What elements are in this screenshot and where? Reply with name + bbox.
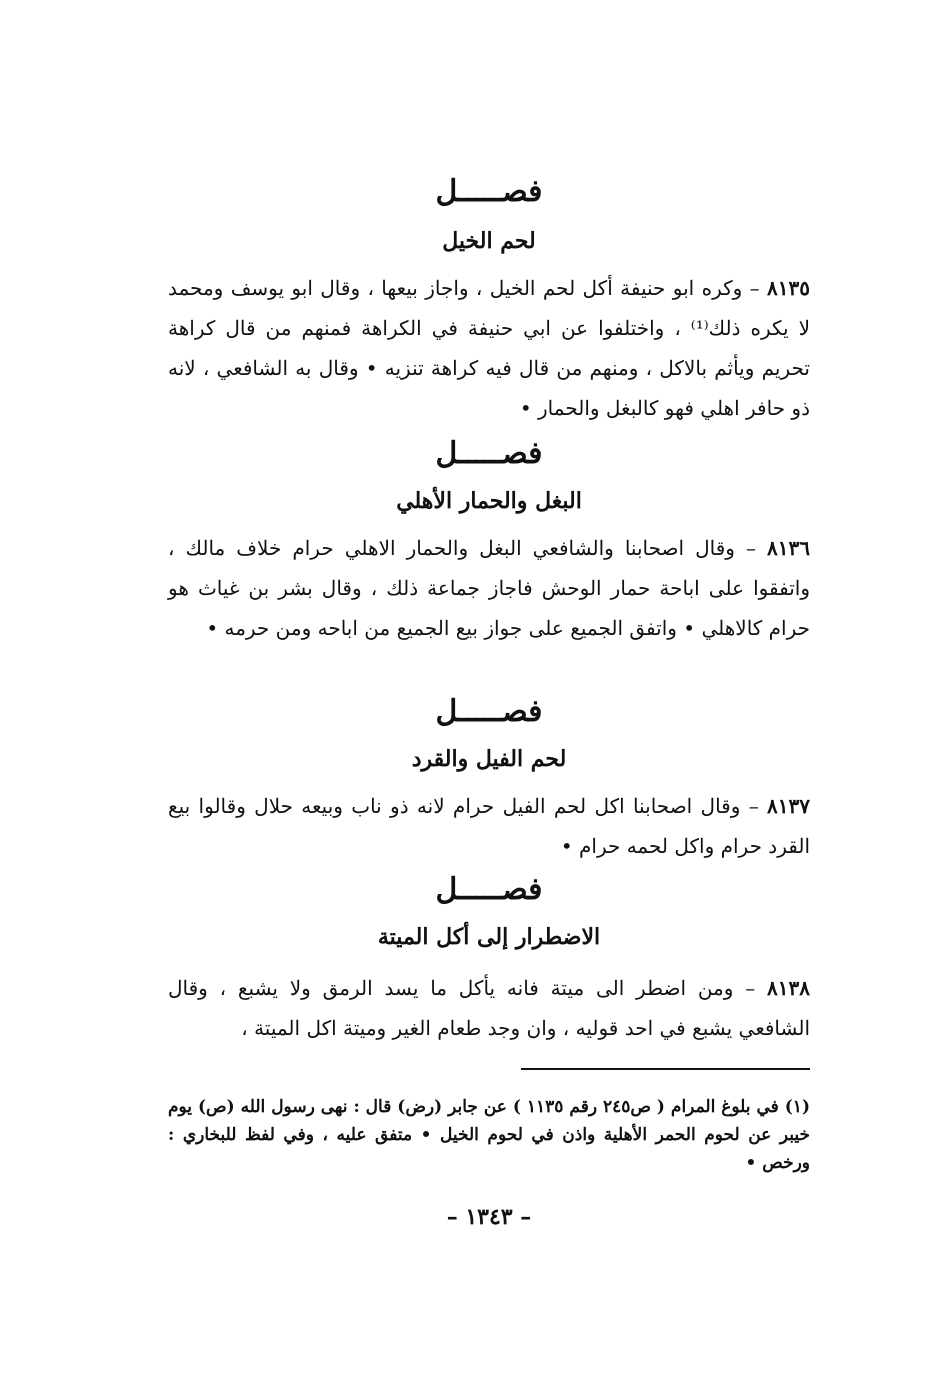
paragraph: ٨١٣٥ – وكره ابو حنيفة أكل لحم الخيل ، واجاز بيعها ، وقال ابو يوسف ومحمد لا يكره ذلك⁽¹⁾ ، واختلفوا عن ابي حنيفة في الكراهة فمنهم من قال كراهة تحريم ويأثم بالاكل ، ومنهم من قال فيه كراهة تنزيه • وقال به الشافعي ، لانه ذو حافر اهلي فهو كالبغل والحمار • (168, 276, 811, 420)
paragraph-text: ومن اضطر الى ميتة فانه يأكل ما يسد الرمق ولا يشبع ، وقال الشافعي يشبع في احد قوليه ، وان وجد طعام الغير وميتة اكل الميتة ، (168, 976, 810, 1040)
paragraph-text: وقال اصحابنا اكل لحم الفيل حرام لانه ذو ناب وبيعه حلال وقالوا بيع القرد حرام واكل لحمه حرام • (168, 794, 810, 858)
section-title: لحم الخيل (442, 228, 536, 254)
paragraph: ٨١٣٧ – وقال اصحابنا اكل لحم الفيل حرام لانه ذو ناب وبيعه حلال وقالوا بيع القرد حرام واكل لحمه حرام • (168, 794, 810, 858)
paragraph-number: ٨١٣٨ (767, 976, 810, 1000)
section-title: الاضطرار إلى أكل الميتة (377, 924, 601, 950)
section-heading: فصـــــل (435, 872, 543, 907)
section-heading: فصـــــل (435, 436, 543, 471)
paragraph: ٨١٣٦ – وقال اصحابنا والشافعي البغل والحمار الاهلي حرام خلاف مالك ، واتفقوا على اباحة حمار الوحش فاجاز جماعة ذلك ، وقال بشر بن غياث هو حرام كالاهلي • واتفق الجميع على جواز بيع الجميع من اباحه ومن حرمه • (168, 536, 810, 640)
section-title: لحم الفيل والقرد (411, 746, 567, 772)
paragraph-number: ٨١٣٥ (767, 276, 811, 300)
footnote (168, 1093, 810, 1177)
section-heading: فصـــــل (435, 694, 543, 729)
paragraph-text: وقال اصحابنا والشافعي البغل والحمار الاهلي حرام خلاف مالك ، واتفقوا على اباحة حمار الوحش فاجاز جماعة ذلك ، وقال بشر بن غياث هو حرام كالاهلي • واتفق الجميع على جواز بيع الجميع من اباحه ومن حرمه • (168, 536, 810, 640)
paragraph-text: وكره ابو حنيفة أكل لحم الخيل ، واجاز بيعها ، وقال ابو يوسف ومحمد لا يكره ذلك⁽¹⁾ ، واختلفوا عن ابي حنيفة في الكراهة فمنهم من قال كراهة تحريم ويأثم بالاكل ، ومنهم من قال فيه كراهة تنزيه • وقال به الشافعي ، لانه ذو حافر اهلي فهو كالبغل والحمار • (168, 276, 810, 420)
footnote-text: (١) في بلوغ المرام ( ص٢٤٥ رقم ١١٣٥ ) عن جابر (رض) قال : نهى رسول الله (ص) يوم خيبر عن لحوم الحمر الأهلية واذن في لحوم الخيل • متفق عليه ، وفي لفظ للبخاري : ورخص • (168, 1097, 810, 1173)
section-heading: فصـــــل (435, 174, 543, 209)
footnote-separator (521, 1068, 810, 1070)
paragraph-number: ٨١٣٧ (767, 794, 810, 818)
page-number: – ١٣٤٣ – (446, 1204, 532, 1230)
section-title: البغل والحمار الأهلي (396, 488, 582, 514)
paragraph-number: ٨١٣٦ (767, 536, 810, 560)
paragraph: ٨١٣٨ – ومن اضطر الى ميتة فانه يأكل ما يسد الرمق ولا يشبع ، وقال الشافعي يشبع في احد قوليه ، وان وجد طعام الغير وميتة اكل الميتة ، (168, 976, 810, 1040)
